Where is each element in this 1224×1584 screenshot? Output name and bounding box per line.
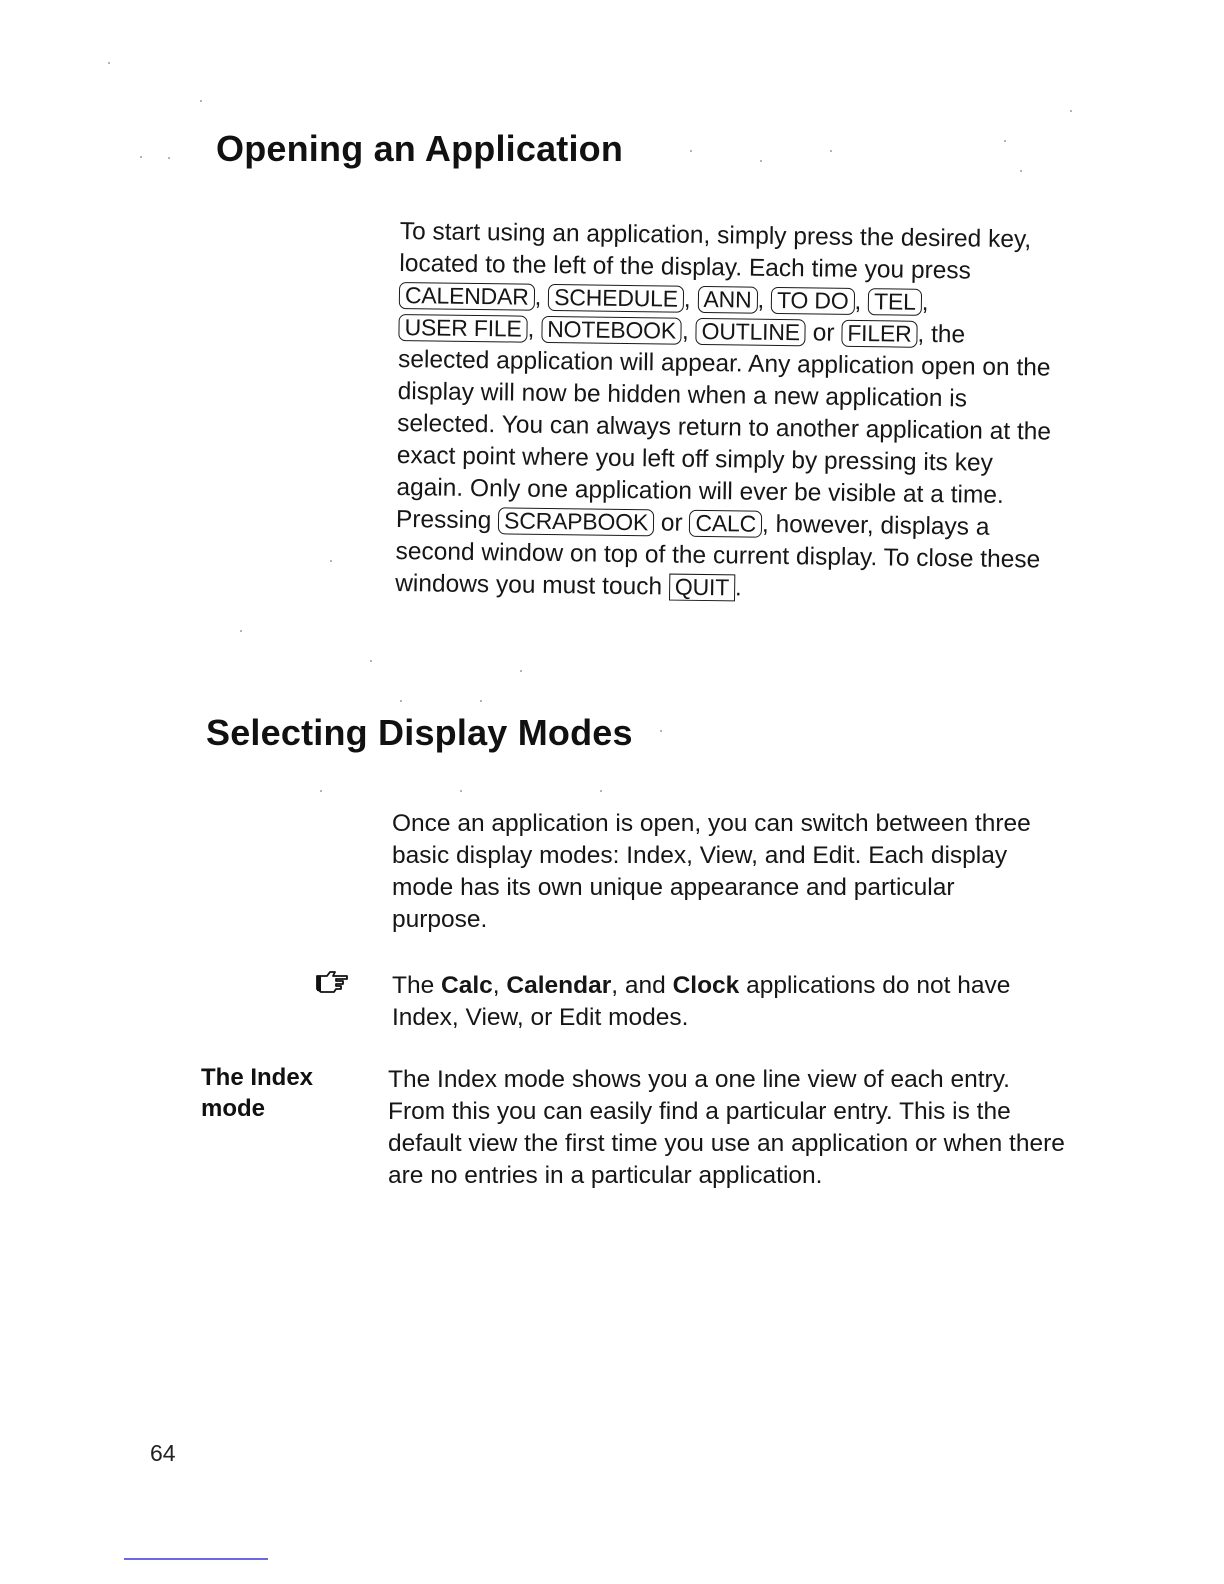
calendar-app-name: Calendar — [506, 972, 612, 999]
scrapbook-key: SCRAPBOOK — [498, 507, 654, 536]
section-title-selecting-display-modes: Selecting Display Modes — [206, 712, 633, 753]
note-no-modes: The Calc, Calendar, and Clock applications do not have Index, View, or Edit modes. — [392, 972, 1011, 1031]
clock-app-name: Clock — [672, 972, 740, 999]
ann-key: ANN — [697, 286, 757, 314]
pointing-hand-icon — [314, 968, 350, 994]
user-file-key: USER FILE — [398, 314, 527, 343]
display-modes-intro: Once an application is open, you can switch between three basic display modes: Index, View, and Edit. Each display mode has its own unique appearance and particular purpose. — [392, 810, 1031, 933]
footer-rule — [124, 1558, 268, 1560]
page-number: 64 — [150, 1440, 176, 1466]
tel-key: TEL — [868, 288, 922, 316]
opening-application-paragraph: To start using an application, simply press the desired key, located to the left of the display. Each time you press CALENDAR , SCHEDULE , ANN , TO DO , TEL , USER FILE , NOTEBOOK , OUTLINE or FILER , the selected application will appear. Any application open on the display will now be hidden when a new application is selected. You can always return to another application at the exact point where you left off simply by pressing its key again. Only one application will ever be visible at a time. Pressing SCRAPBOOK or CALC , however, displays a second window on top of the current display. To close these windows you must touch QUIT . — [395, 217, 1052, 602]
paragraph-text: To start using an application, simply press the desired key, located to the left of the display. Each time you press — [399, 217, 1032, 285]
calc-app-name: Calc — [441, 972, 493, 999]
todo-key: TO DO — [771, 287, 855, 315]
index-mode-label: The Index mode — [201, 1064, 314, 1122]
filer-key: FILER — [841, 320, 918, 348]
schedule-key: SCHEDULE — [548, 284, 684, 313]
calc-key: CALC — [689, 510, 762, 538]
quit-touch-key: QUIT — [669, 574, 735, 602]
outline-key: OUTLINE — [695, 318, 806, 346]
calendar-key: CALENDAR — [399, 282, 535, 311]
notebook-key: NOTEBOOK — [541, 316, 682, 345]
index-mode-description: The Index mode shows you a one line view of each entry. From this you can easily find a particular entry. This is the default view the first time you use an application or when there are no entries in a particular application. — [388, 1066, 1065, 1189]
section-title-opening-application: Opening an Application — [216, 128, 624, 169]
